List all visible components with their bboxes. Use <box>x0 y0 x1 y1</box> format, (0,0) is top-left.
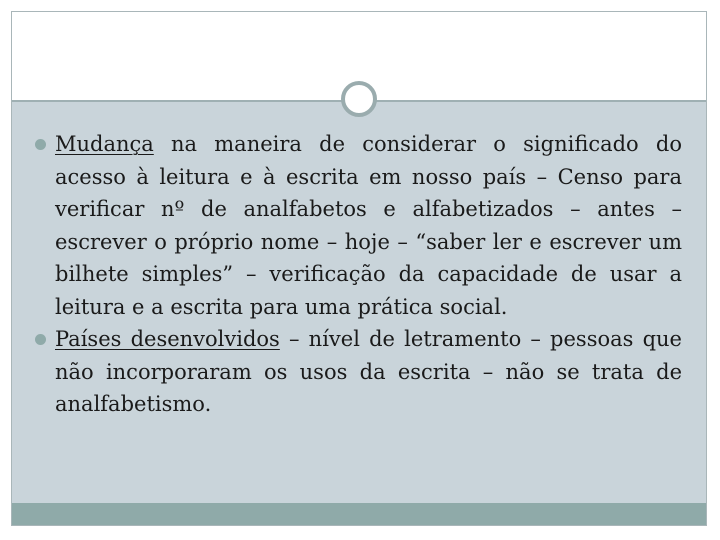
bullet-text: – nível de letramento – pessoas que não incorporaram os usos da escrita – não se trata de analfabetismo. <box>55 327 682 416</box>
bullet-term: Mudança <box>55 132 154 156</box>
bullet-text: na maneira de considerar o significado do acesso à leitura e à escrita em nosso país – Censo para verificar nº de analfabetos e alfabetizados – antes – escrever o próprio nome – hoje – “saber ler e escrever um bilhete simples” – verificação da capacidade de usar a leitura e a escrita para uma prática social. <box>55 132 682 319</box>
slide <box>11 11 707 526</box>
bullet-list <box>34 128 682 421</box>
bullet-item <box>34 323 682 421</box>
circle-ornament <box>341 81 377 117</box>
bullet-item <box>34 128 682 323</box>
footer-band <box>12 503 706 526</box>
bullet-dot-icon <box>35 334 46 345</box>
bullet-term: Países desenvolvidos <box>55 327 280 351</box>
bullet-dot-icon <box>35 139 46 150</box>
